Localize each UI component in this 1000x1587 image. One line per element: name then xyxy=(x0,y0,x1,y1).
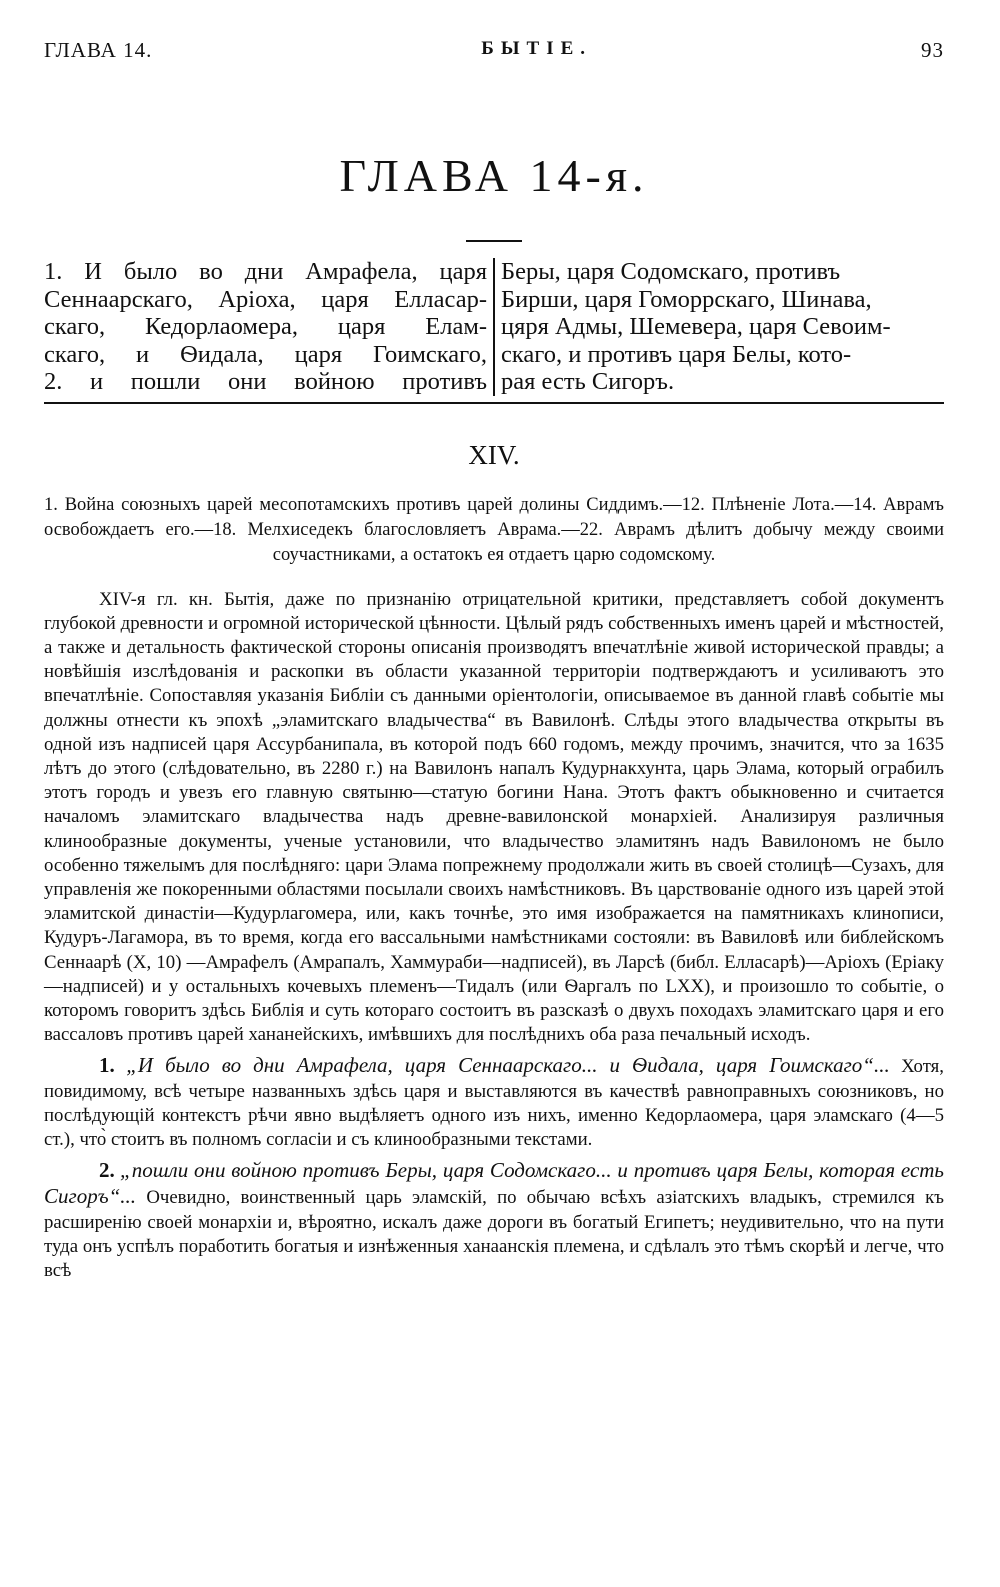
scripture-line: рая есть Сигоръ. xyxy=(501,368,675,395)
scripture-line: скаго, и противъ царя Белы, кото- xyxy=(501,340,852,368)
scripture-column-left xyxy=(44,258,495,396)
verse-note-quote: „пошли они войною противъ Беры, царя Содомскаго... и противъ царя Белы, которая есть Сигоръ“... xyxy=(44,1158,944,1209)
book-page xyxy=(44,38,944,1283)
verse-note-text: Хотя, повидимому, всѣ четыре названныхъ здѣсь царя и выставляются въ качествѣ равноправныхъ союзниковъ, но послѣдующій контекстъ рѣчи явно выдѣляетъ одного изъ нихъ, именно Кедорлаомера, царя эламскаго (4—5 ст.), что̀ стоитъ въ полномъ согласіи и съ клинообразными текстами. xyxy=(44,1056,944,1150)
page-number: 93 xyxy=(920,38,944,62)
running-head xyxy=(44,38,944,63)
scripture-line: Беры, царя Содомскаго, противъ xyxy=(501,258,841,285)
commentary-intro: XIV-я гл. кн. Бытія, даже по признанію отрицательной критики, представляетъ собой документъ глубокой древности и огромной исторической цѣнности. Цѣлый рядъ собственныхъ именъ царей и мѣстностей, а также и детальность фактической стороны описанія производятъ впечатлѣніе живой исторической правды; а новѣйшія изслѣдованія и раскопки въ области указанной территоріи подтверждаютъ и усиливаютъ это впечатлѣніе. Сопоставляя указанія Библіи съ данными оріентологіи, описываемое въ данной главѣ событіе мы должны отнести къ эпохѣ „эламитскаго владычества“ въ Вавилонѣ. Слѣды этого владычества открыты въ одной изъ надписей царя Ассурбанипала, въ которой подъ 660 годомъ, между прочимъ, значится, что за 1635 лѣтъ до этого (слѣдовательно, въ 2280 г.) на Вавилонъ напалъ Кудурнакхунта, царь Элама, который ограбилъ этотъ городъ и увезъ его главную святыню—статую богини Нана. Этотъ фактъ обыкновенно и считается началомъ эламитскаго владычества надъ древне-вавилонской монархіей. Анализируя различныя клинообразные документы, ученые установили, что владычество эламитянъ надъ Вавилономъ не было особенно тяжелымъ для послѣдняго: цари Элама попрежнему продолжали жить въ своей столицѣ—Сузахъ, для управленія же покоренными областями посылали своихъ намѣстниковъ. Въ царствованіе одного изъ царей этой эламитской династіи—Кудурлагомера, или, какъ точнѣе, это имя изображается на памятникахъ клинописи, Кудуръ-Лагамора, въ то время, когда его вассальными намѣстниками состояли: въ Вавиловѣ или библейскомъ Сеннаарѣ (X, 10) —Амрафелъ (Амрапалъ, Хаммураби—надписей), въ Ларсѣ (библ. Елласарѣ)—Аріохъ (Еріаку—надписей) и у остальныхъ кочевыхъ племенъ—Тидалъ (или Ѳаргалъ по LXX), и произошло то событіе, о которомъ говоритъ здѣсь Библія и суть котораго состоитъ въ разсказѣ о двухъ походахъ эламитскаго царя и его вассаловъ противъ царей хананейскихъ, имѣвшихъ для послѣднихъ оба раза печальный исходъ. xyxy=(44,588,944,1046)
verse-note-number: 2. xyxy=(99,1158,115,1183)
scripture-text xyxy=(44,258,944,396)
scripture-line: цяря Адмы, Шемевера, царя Севоим- xyxy=(501,313,891,340)
verse-note xyxy=(44,1158,944,1283)
scripture-line: скаго, Кедорлаомера, царя Елам- xyxy=(44,313,487,340)
scripture-line: 1. И было во дни Амрафела, царя xyxy=(44,258,487,285)
verse-note-number: 1. xyxy=(99,1053,115,1078)
scripture-bottom-rule xyxy=(44,402,944,404)
title-rule xyxy=(466,240,522,242)
scripture-line: Бирши, царя Гоморрскаго, Шинава, xyxy=(501,285,872,313)
verse-note-quote: „И было во дни Амрафела, царя Сеннаарскаго... и Ѳидала, царя Гоимскаго“... xyxy=(126,1053,890,1078)
chapter-title: ГЛАВА 14-я. xyxy=(339,150,649,201)
scripture-line: скаго, и Ѳидала, царя Гоимскаго, xyxy=(44,340,487,368)
chapter-summary: 1. Война союзныхъ царей месопотамскихъ противъ царей долины Сиддимъ.—12. Плѣненіе Лота.—14. Аврамъ освобождаетъ его.—18. Мелхиседекъ благословляетъ Аврама.—22. Аврамъ дѣлитъ добычу между своими соучастниками, а остатокъ ея отдаетъ царю содомскому. xyxy=(44,494,944,565)
running-head-chapter: ГЛАВА 14. xyxy=(44,38,153,62)
scripture-line: Сеннаарскаго, Аріоха, царя Елласар- xyxy=(44,285,487,313)
commentary xyxy=(44,588,944,1284)
section-numeral: XIV. xyxy=(468,439,520,470)
verse-note-text: Очевидно, воинственный царь эламскій, по обычаю всѣхъ азіатскихъ владыкъ, стремился къ расширенію своей монархіи и, вѣроятно, искалъ даже дороги въ богатый Египетъ; неудивительно, что на пути туда онъ успѣлъ поработить богатыя и изнѣженныя ханаанскія племена, и сдѣлалъ это тѣмъ скорѣй и легче, что всѣ xyxy=(44,1187,944,1281)
scripture-column-right xyxy=(495,258,944,396)
running-head-book: БЫТІЕ. xyxy=(481,38,593,59)
verse-note xyxy=(44,1053,944,1152)
scripture-line: 2. и пошли они войною противъ xyxy=(44,368,487,395)
